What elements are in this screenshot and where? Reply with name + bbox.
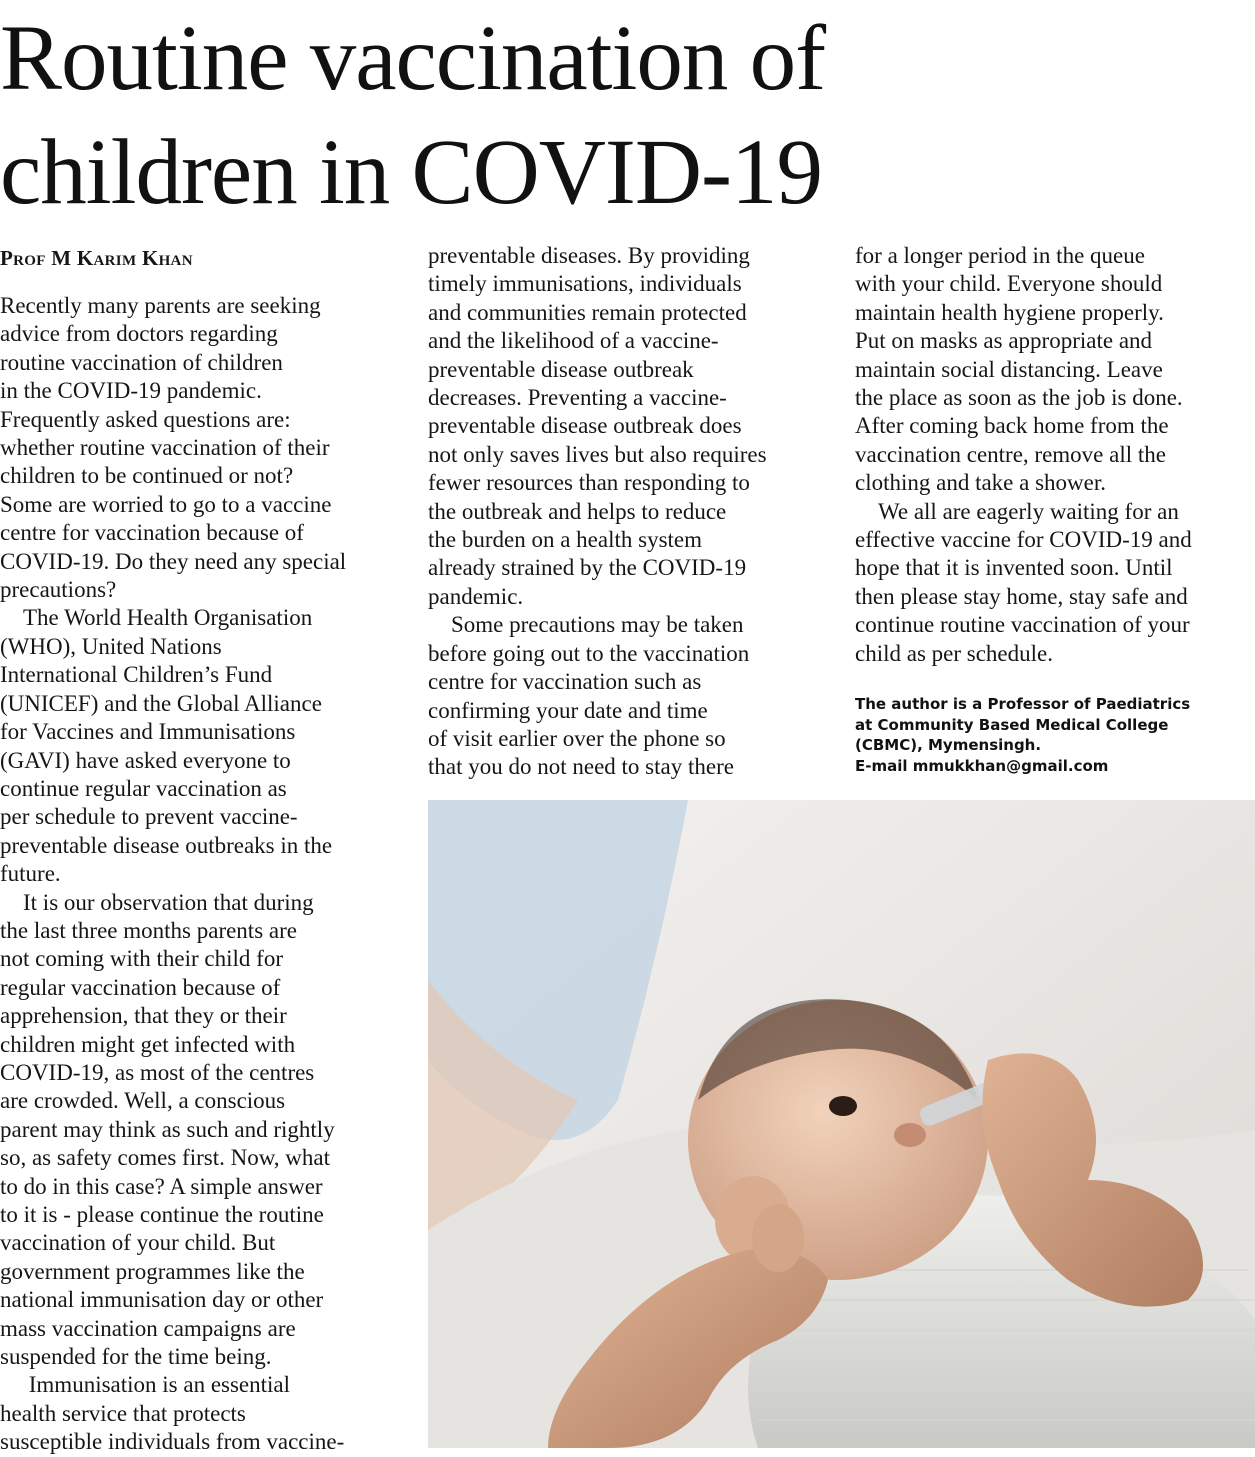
baby-eye — [829, 1096, 857, 1116]
author-note-line: at Community Based Medical College — [855, 715, 1169, 734]
article-text-line: maintain social distancing. Leave — [855, 356, 1163, 382]
article-text-line: vaccination of your child. But — [0, 1230, 276, 1256]
article-text-line: precautions? — [0, 577, 117, 603]
article-text-line: national immunisation day or other — [0, 1287, 324, 1313]
article-text-line: The World Health Organisation — [0, 605, 313, 631]
author-note-line: (CBMC), Mymensingh. — [855, 736, 1042, 754]
article-text-line: parent may think as such and rightly — [0, 1116, 335, 1142]
article-text-line: International Children’s Fund — [0, 662, 273, 688]
headline — [0, 2, 1255, 230]
article-text-line: Put on masks as appropriate and — [855, 328, 1153, 354]
article-text-line: fewer resources than responding to — [428, 470, 750, 496]
author-note-email: E-mail mmukkhan@gmail.com — [855, 756, 1109, 775]
article-text-line: health service that protects — [0, 1400, 246, 1426]
article-column-3 — [855, 242, 1255, 668]
article-text-line: (UNICEF) and the Global Alliance — [0, 690, 322, 716]
article-text-line: confirming your date and time — [428, 697, 708, 723]
article-column-2 — [428, 242, 828, 782]
article-text-line: Recently many parents are seeking — [0, 293, 321, 318]
headline-line-2: children in COVID-19 — [0, 121, 822, 224]
article-text-line: to do in this case? A simple answer — [0, 1173, 323, 1199]
article-text-line: with your child. Everyone should — [855, 271, 1163, 297]
article-column-1 — [0, 242, 405, 1457]
article-text-line: government programmes like the — [0, 1258, 305, 1284]
article-text-line: the last three months parents are — [0, 917, 297, 943]
article-text-line: advice from doctors regarding — [0, 321, 278, 347]
article-text-line: clothing and take a shower. — [855, 470, 1107, 496]
article-text-line: timely immunisations, individuals — [428, 271, 742, 297]
article-text-line: preventable disease outbreak — [428, 356, 694, 382]
article-text-line: not coming with their child for — [0, 946, 283, 972]
article-text-line: before going out to the vaccination — [428, 640, 750, 666]
article-text-line: so, as safety comes first. Now, what — [0, 1145, 331, 1171]
article-text-line: children to be continued or not? — [0, 463, 294, 489]
article-text-line: (GAVI) have asked everyone to — [0, 747, 291, 773]
article-text-line: COVID-19, as most of the centres — [0, 1059, 315, 1085]
article-text-line: per schedule to prevent vaccine- — [0, 804, 298, 830]
article-text-line: mass vaccination campaigns are — [0, 1315, 296, 1341]
baby-fist — [752, 1204, 804, 1272]
article-text-line: Immunisation is an essential — [0, 1372, 291, 1398]
article-text-line: hope that it is invented soon. Until — [855, 555, 1173, 581]
author-note — [855, 694, 1255, 776]
article-text-line: of visit earlier over the phone so — [428, 725, 726, 751]
article-text-line: We all are eagerly waiting for an — [855, 498, 1179, 524]
article-photo-baby-oral-vaccine — [428, 800, 1255, 1448]
article-text-line: Some are worried to go to a vaccine — [0, 491, 332, 517]
article-text-line: that you do not need to stay there — [428, 754, 734, 780]
article-text-line: the burden on a health system — [428, 527, 703, 553]
article-text-line: then please stay home, stay safe and — [855, 583, 1188, 609]
article-text-line: routine vaccination of children — [0, 349, 283, 375]
article-text-line: for a longer period in the queue — [855, 243, 1145, 268]
article-text-line: for Vaccines and Immunisations — [0, 719, 296, 745]
article-text-line: and communities remain protected — [428, 299, 747, 325]
article-text-line: Frequently asked questions are: — [0, 406, 291, 432]
article-text-line: susceptible individuals from vaccine- — [0, 1429, 345, 1455]
article-text-line: to it is - please continue the routine — [0, 1202, 324, 1227]
article-text-line: After coming back home from the — [855, 413, 1169, 439]
article-text-line: preventable disease outbreaks in the — [0, 832, 333, 858]
article-text-line: Some precautions may be taken — [428, 612, 744, 638]
article-text-line: are crowded. Well, a conscious — [0, 1088, 286, 1114]
article-text-line: apprehension, that they or their — [0, 1003, 287, 1029]
article-text-line: child as per schedule. — [855, 640, 1053, 666]
article-text-line: centre for vaccination such as — [428, 669, 702, 695]
article-text-line: suspended for the time being. — [0, 1344, 272, 1370]
article-text-line: regular vaccination because of — [0, 974, 281, 1000]
article-text-line: effective vaccine for COVID-19 and — [855, 527, 1192, 553]
article-text-line: centre for vaccination because of — [0, 520, 304, 546]
article-text-line: vaccination centre, remove all the — [855, 441, 1166, 467]
byline: Prof M Karim Khan — [0, 246, 193, 270]
article-text-line: the place as soon as the job is done. — [855, 385, 1183, 411]
photo-illustration — [428, 800, 1255, 1448]
baby-mouth — [894, 1123, 926, 1147]
article-text-line: already strained by the COVID-19 — [428, 555, 747, 581]
article-text-line: in the COVID-19 pandemic. — [0, 378, 262, 404]
article-text-line: and the likelihood of a vaccine- — [428, 328, 719, 354]
article-text-line: (WHO), United Nations — [0, 633, 222, 659]
article-text-line: whether routine vaccination of their — [0, 435, 330, 461]
article-text-line: COVID-19. Do they need any special — [0, 548, 347, 574]
article-text-line: preventable disease outbreak does — [428, 413, 742, 439]
article-text-line: the outbreak and helps to reduce — [428, 498, 727, 524]
article-text-line: decreases. Preventing a vaccine- — [428, 385, 727, 411]
article-text-line: not only saves lives but also requires — [428, 441, 767, 467]
article-text-line: pandemic. — [428, 583, 524, 609]
article-text-line: continue regular vaccination as — [0, 775, 287, 801]
headline-line-1: Routine vaccination of — [0, 7, 826, 110]
article-text-line: It is our observation that during — [0, 889, 314, 915]
article-text-line: preventable diseases. By providing — [428, 243, 750, 268]
article-text-line: future. — [0, 861, 61, 887]
article-text-line: children might get infected with — [0, 1031, 296, 1057]
article-text-line: maintain health hygiene properly. — [855, 299, 1164, 325]
author-note-line: The author is a Professor of Paediatrics — [855, 695, 1191, 713]
article-text-line: continue routine vaccination of your — [855, 612, 1190, 638]
